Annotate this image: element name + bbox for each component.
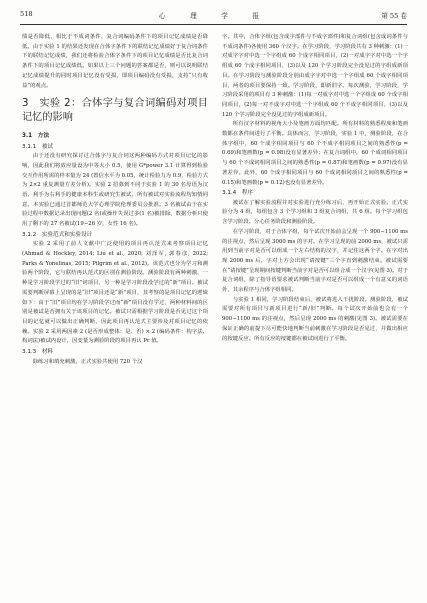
journal-name: 心 理 学 报 xyxy=(158,12,269,20)
materials-heading: 3.1.3 材料 xyxy=(22,349,54,356)
design-heading: 3.1.2 实验范式和实验设计 xyxy=(22,231,93,238)
procedure-paragraph: 被试在了解实验流程并对实验进行充分练习后，再开始正式实验。正式实验分为 4 组，每组包含 3 个学习组和 3 组复合词组，共 6 组。每个学习组包含学习阶段、分心任务阶段和测验阶段。 xyxy=(222,199,408,226)
section-title: 3 实验 2：合体字与复合词编码对项目记忆的影响 xyxy=(22,98,208,124)
design-paragraph: 实验 2 采用了前人文献中广泛使用的项目再认范式来考察项目记忆(Ahmad & Hockley, 2014; Liu et al., 2020; 刘泽军, 郭春彦, 2022; Parks & Yonelinas, 2015; Pilgrim et al., 2012)。该范式也分为学习和测验两个阶段，它与联结再认范式的区别在测验阶段。测验阶段有两种刺激，一种是学习阶段学过的“旧”词项目，另一种是学习阶段没学过的“新”项目。被试需要判断屏幕上呈现的是“旧”项目还是“新”项目，其考察的是项目记忆的逻辑如下：由于“旧”项目均在学习阶段学过而“新”项目没有学过，两种材料间的区别是被试是否拥有关于该项目的记忆。被试只需根据学习阶段是否见过这个项目的记忆就可以做出正确判断，因此项目再认范式主要涉及对项目记忆的依赖。实验 2 采用两因素 2 (是否形成整体：是、否) × 2 (编码条件：构字法、构词法)被试内设计，因变量为测验阶段的项目再认 Pr 值。 xyxy=(22,241,208,345)
running-header xyxy=(20,10,407,22)
intro-paragraph: 绩是否降低，相比于不成词条件，复合词编码条件下的项目记忆成绩是否降低。由于实验 1 的结果还发现在合体字条件下的联结记忆成绩好于复合词条件下的联结记忆成绩，我们还将检验合体字条件下的项目记忆成绩是否比复合词条件下的项目记忆成绩低。如果以上三个问题的答案都是否，则可以说明联结记忆成绩提升的同时项目记忆没有受损，即项目编码没有受损，支持“只有收益”的观点。 xyxy=(22,34,208,89)
methods-heading: 3.1 方法 xyxy=(22,133,50,140)
matching-paragraph: 所有汉字材料的视角大小及笔画方面均匹配。所有材料的熟悉程度和笔画数都在条件间进行了平衡。具体而言，学习阶段，实验 1 中，测验阶段，在合体字组中，60 个成字相同项目与 60 个不成字相同项目之间的熟悉性(p = 0.69)和笔画数(p = 0.98)没有显著差异；在复合词组中，60 个成词相同项目与 60 个不成词相同项目之间的熟悉性(p = 0.87)和笔画数(p = 0.97)没有显著差异。此外，60 个成字相同项目与 60 个成词相同项目之间的熟悉性(p = 0.15)和笔画数(p = 0.12)也没有显著差异。 xyxy=(222,121,408,186)
page-number: 518 xyxy=(20,10,33,18)
right-column xyxy=(222,33,408,344)
subjects-heading: 3.1.1 被试 xyxy=(22,143,54,150)
materials-paragraph: 除练习和填充刺激，正式实验共使用 720 个汉 xyxy=(32,358,143,365)
volume-label: 第 55 卷 xyxy=(381,12,407,20)
procedure-paragraph: 与实验 1 相同，学习阶段结束后，被试将进入干扰阶段。测验阶段，被试需要对所有项目与新项目进行“新/旧”判断。每个试次开始前也会有一个 900−1100 ms 的注视点，然后呈现 2000 ms 的刺激(见图 3)。被试需要在保证正确的前提下尽可能快地判断当前刺激在学习阶段是否见过，并做出相应的按键反应。所有反应的按键都在被试间进行了平衡。 xyxy=(222,296,408,342)
left-column xyxy=(22,33,208,367)
procedure-paragraph: 在学习阶段，对于合体字组，每个试次开始前会呈现一个 900−1100 ms 的注视点，然后呈现 3000 ms 的字对。在学习呈现的前 2000 ms，被试只需用到当前字对是否可以组成一个左右结构的汉字，并记住这两个字。在字对出现 2000 ms 后，字对上方会出现“请按键”三个字直到刺激结束。被试需要在“请按键”呈现期间按键判断当前字对是否可以组合成一个汉字(见图 3)。对于复合词组，除了指导语要求被试判断当前字对是否可以组成一个有意义的词语外，其余程序与合体字组相同。 xyxy=(222,228,408,294)
subjects-paragraph: 由于还没有研究探讨过合体字与复合词这两种编码方式对项目记忆的影响，因此我们将效应量设为中等大小 0.5，使用 G*power 3.1 计算得到检验交互作用所需的样本量为 24 (置信水平为 0.05，统计检验力为 0.9，检验方式为 2×2 重复测量方差分析)。实验 2 招募到不同于实验 1 的 30 名母语为汉语、利手为右利手的健康本科生或研究生被试，所有被试对实验流程均知情同意。本实验已通过首都师范大学心理学院伦理委员会批准。3 名被试由于在实验过程中数据记录出现问题(2 名)或操作失误过多(1 名)被排除，数据分析只使用了剩下的 27 名被试(19−26 岁，女性 16 名)。 xyxy=(22,153,208,228)
materials-continued-paragraph: 字。其中，合体字组(包含成字部件与不成字部件)和复合词组(包含成词条件与不成词条件)各使用 360 个汉字。在学习阶段，学习阶段共有 3 种刺激：(1)一对成字字对中选一个字组成 60 个成字相同项目，(2)一对成字字对中选一个字组成 60 个成字相同项目，(3)以及 120 个学习阶段完全没见过的字组成新项目。在学习阶段与测验阶段分别由成字字对中选一个字组成 60 个成字相同项目，两者的项目要保持一致。学习阶段，即新旧字。每次测验，学习阶段，学习阶段采用的项目有 3 种刺激：(1)每一对成字对中选一个字组成 60 个成字相同项目，(2)每一对不成字对中选一个字组成 60 个不成字相同项目，(3)以及 120 个学习阶段完全没见过的字组成新项目。 xyxy=(222,34,408,118)
header-rule xyxy=(20,24,407,25)
procedure-heading: 3.1.4 程序 xyxy=(222,190,254,197)
